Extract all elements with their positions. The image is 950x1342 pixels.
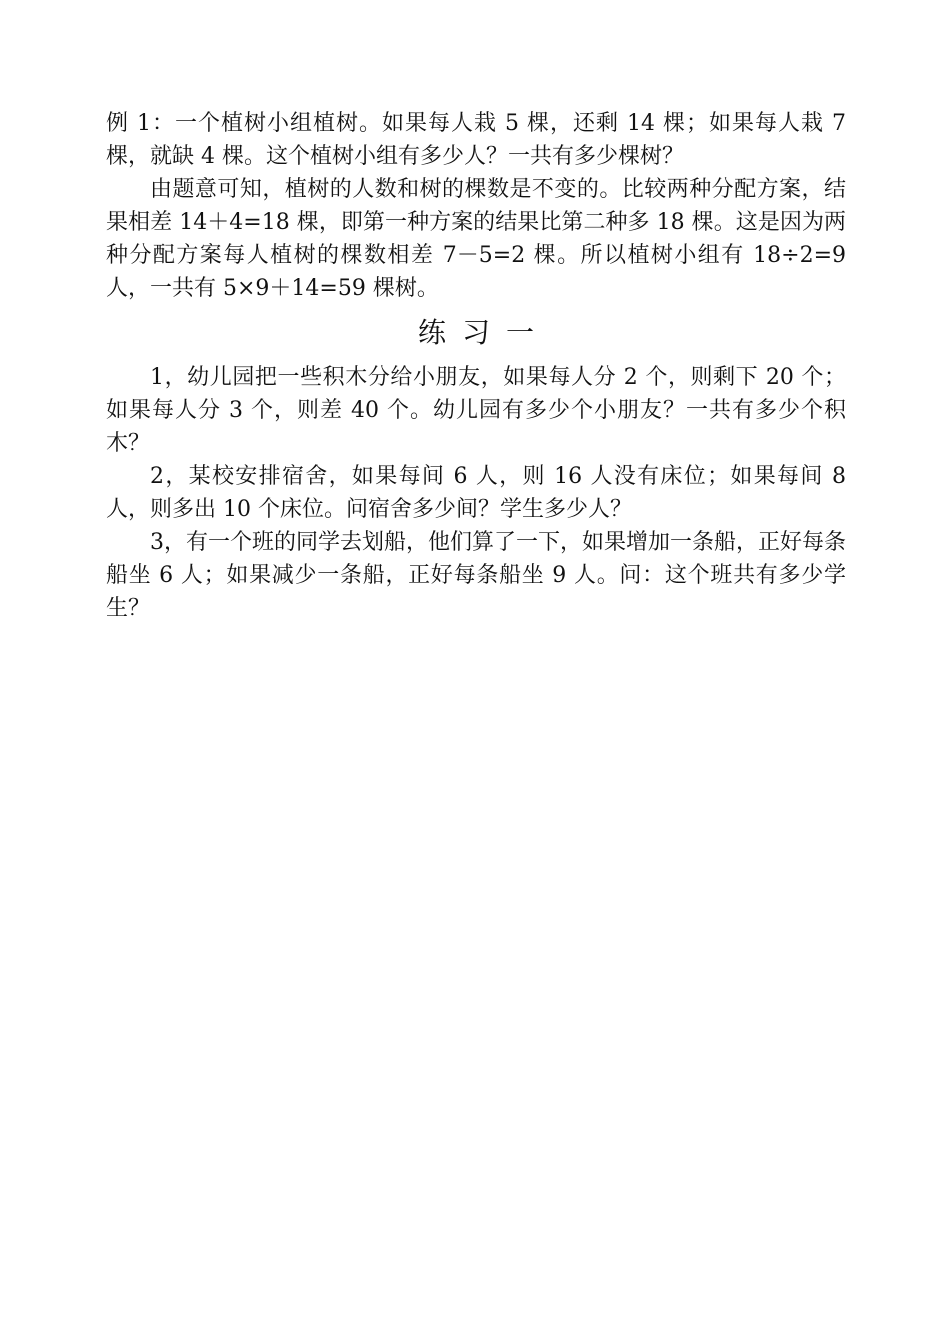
exercise-problem-2: 2，某校安排宿舍，如果每间 6 人，则 16 人没有床位；如果每间 8 人，则多出 10 个床位。问宿舍多少间？学生多少人？ (106, 464, 846, 522)
example-question: 例 1：一个植树小组植树。如果每人栽 5 棵，还剩 14 棵；如果每人栽 7 棵，就缺 4 棵。这个植树小组有多少人？一共有多少棵树？ (106, 111, 846, 169)
exercise-problem-1: 1，幼儿园把一些积木分给小朋友，如果每人分 2 个，则剩下 20 个；如果每人分 3 个，则差 40 个。幼儿园有多少个小朋友？一共有多少个积木？ (106, 365, 846, 456)
example-solution: 由题意可知，植树的人数和树的棵数是不变的。比较两种分配方案，结果相差 14＋4=18 棵，即第一种方案的结果比第二种多 18 棵。这是因为两种分配方案每人植树的棵数相差 7－5=2 棵。所以植树小组有 18÷2=9 人，一共有 5×9＋14=59 棵树。 (106, 177, 846, 301)
exercise-heading: 练习一 (417, 316, 550, 349)
document-body (106, 107, 846, 625)
exercise-problem-3: 3，有一个班的同学去划船，他们算了一下，如果增加一条船，正好每条船坐 6 人；如果减少一条船，正好每条船坐 9 人。问：这个班共有多少学生？ (106, 530, 846, 621)
